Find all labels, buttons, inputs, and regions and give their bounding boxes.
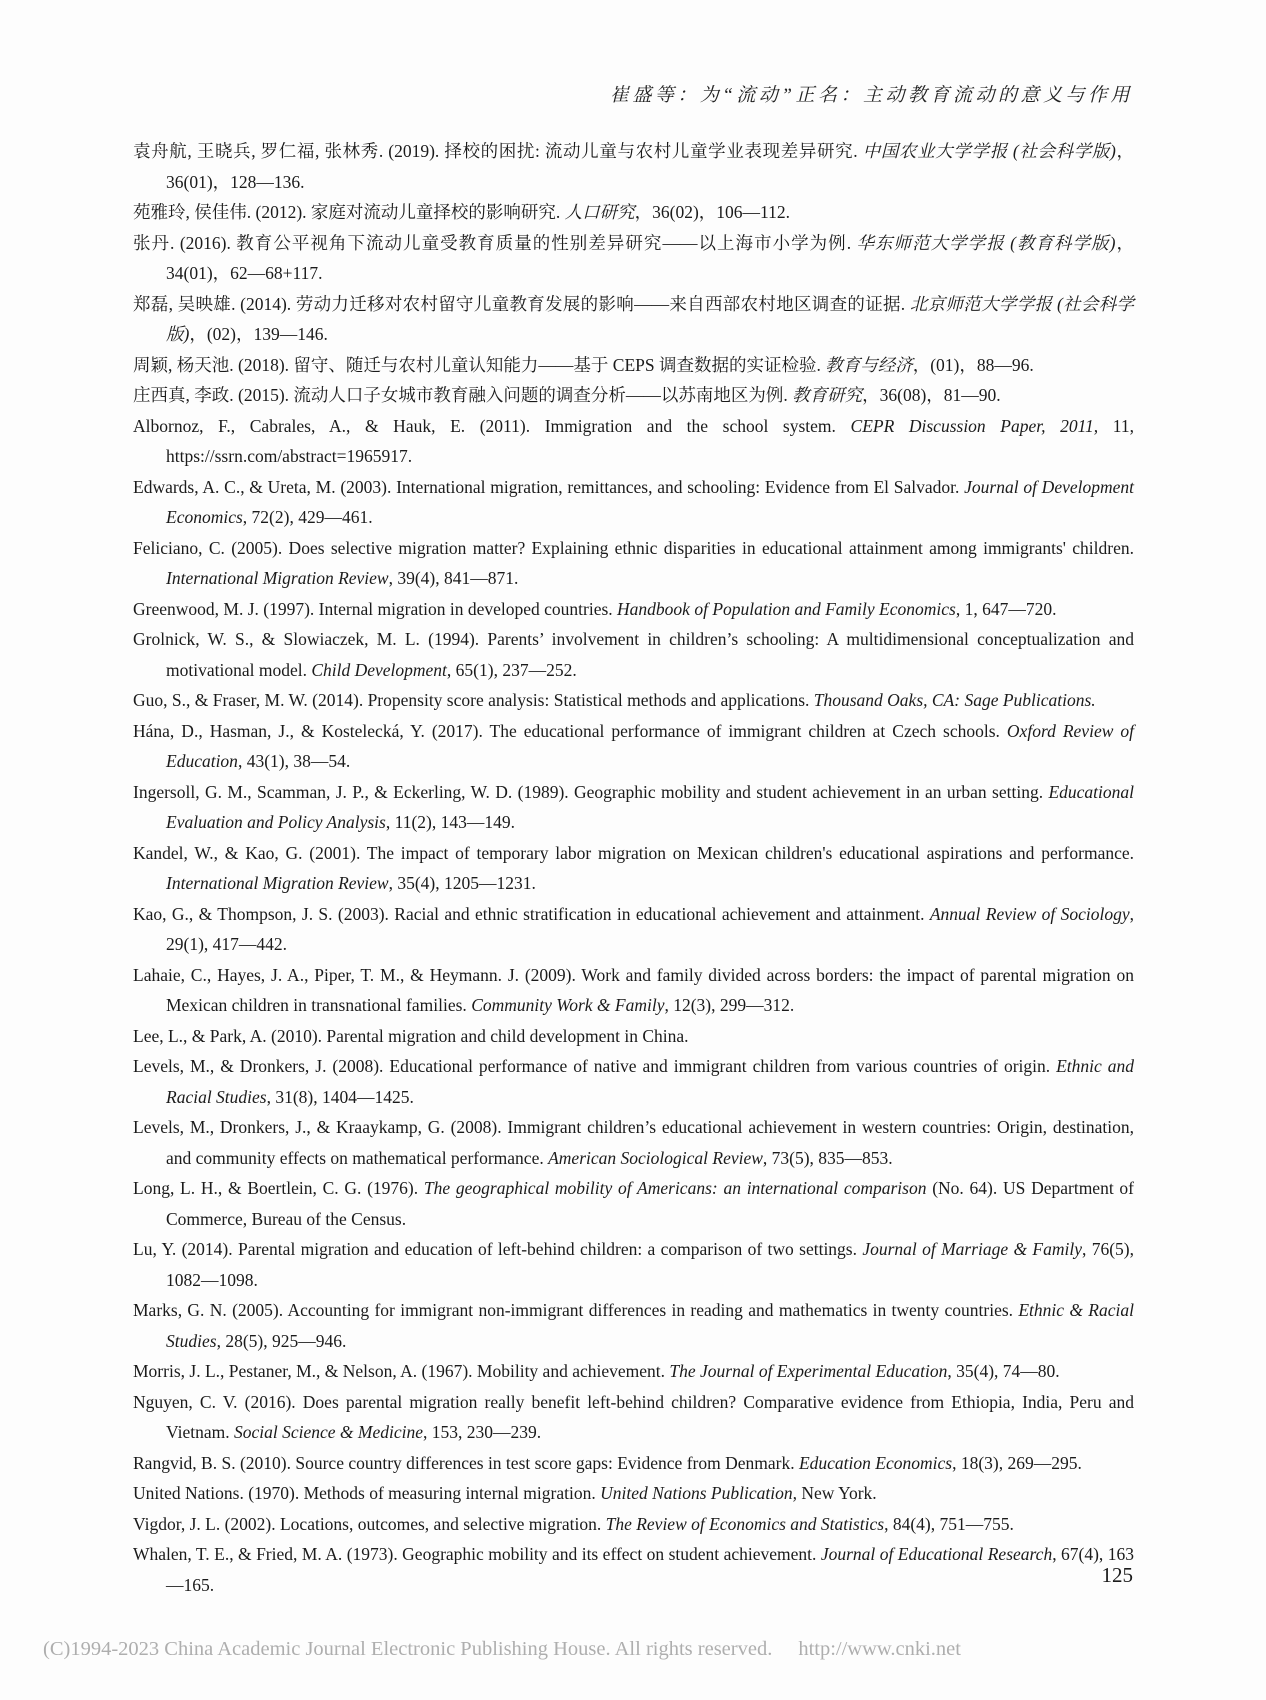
reference-source-title: 教育与经济: [825, 354, 913, 375]
reference-text: , 31(8), 1404—1425.: [266, 1086, 414, 1107]
reference-text: Kandel, W., & Kao, G. (2001). The impact of temporary labor migration on Mexican children's educational aspirations and performance.: [133, 842, 1134, 863]
reference-source-title: International Migration Review: [166, 873, 389, 893]
reference-text: Lahaie, C., Hayes, J. A., Piper, T. M., & Heymann. J. (2009). Work and family divided across borders: the impact of parental migration on Mexican children in transnational families.: [133, 964, 1134, 1015]
reference-text: 袁舟航, 王晓兵, 罗仁福, 张林秀. (2019). 择校的困扰: 流动儿童与农村儿童学业表现差异研究.: [133, 141, 863, 161]
cnki-url: http://www.cnki.net: [798, 1638, 961, 1660]
reference-entry: [133, 1295, 1134, 1356]
reference-text: , 35(4), 74—80.: [947, 1361, 1060, 1381]
reference-entry: [133, 624, 1134, 685]
reference-source-title: International Migration Review: [166, 568, 389, 588]
reference-entry: [133, 1112, 1134, 1173]
reference-text: (No. 64). US Department of Commerce, Bureau of the Census.: [166, 1178, 1135, 1229]
reference-entry: [133, 716, 1134, 777]
reference-text: Whalen, T. E., & Fried, M. A. (1973). Geographic mobility and its effect on student achievement.: [133, 1544, 821, 1564]
reference-text: Levels, M., & Dronkers, J. (2008). Educational performance of native and immigrant children from various countries of origin.: [133, 1056, 1057, 1076]
reference-text: Edwards, A. C., & Ureta, M. (2003). International migration, remittances, and schooling: Evidence from El Salvador.: [133, 476, 965, 497]
reference-text: ，36(08)，81—90.: [862, 385, 1001, 405]
reference-entry: [133, 533, 1134, 594]
reference-entry: [133, 1478, 1134, 1509]
reference-text: United Nations. (1970). Methods of measuring internal migration.: [133, 1483, 601, 1503]
reference-text: Rangvid, B. S. (2010). Source country differences in test score gaps: Evidence from Denmark.: [133, 1452, 799, 1473]
reference-source-title: 人口研究: [564, 202, 635, 222]
references-list: [133, 136, 1134, 1600]
reference-source-title: Thousand Oaks, CA: Sage Publications.: [813, 690, 1096, 710]
reference-source-title: Annual Review of Sociology: [929, 903, 1130, 924]
reference-text: 11, https://ssrn.com/abstract=1965917.: [166, 415, 1134, 466]
reference-source-title: CEPR Discussion Paper, 2011,: [850, 415, 1099, 436]
reference-entry: [133, 1051, 1134, 1112]
reference-text: , 29(1), 417—442.: [166, 903, 1135, 954]
reference-text: 张丹. (2016). 教育公平视角下流动儿童受教育质量的性别差异研究——以上海市小学为例.: [133, 232, 857, 253]
reference-source-title: Ethnic and Racial Studies: [166, 1056, 1134, 1107]
reference-text: Kao, G., & Thompson, J. S. (2003). Racial and ethnic stratification in educational achievement and attainment.: [133, 903, 930, 924]
reference-entry: [133, 228, 1134, 289]
reference-entry: [133, 1356, 1134, 1387]
reference-text: ，34(01)，62—68+117.: [166, 232, 1135, 283]
reference-text: Morris, J. L., Pestaner, M., & Nelson, A. (1967). Mobility and achievement.: [133, 1361, 670, 1381]
reference-entry: [133, 1234, 1134, 1295]
reference-text: , 18(3), 269—295.: [952, 1452, 1082, 1473]
reference-text: ，36(01)，128—136.: [166, 141, 1135, 192]
reference-text: , 153, 230—239.: [422, 1422, 542, 1442]
reference-source-title: Journal of Marriage & Family: [862, 1239, 1083, 1259]
reference-text: , 65(1), 237—252.: [446, 659, 577, 680]
reference-text: , 43(1), 38—54.: [237, 751, 351, 771]
reference-text: Grolnick, W. S., & Slowiaczek, M. L. (1994). Parents’ involvement in children’s schooling: A multidimensional conceptualization and motivational model.: [133, 629, 1134, 680]
reference-entry: [133, 685, 1134, 716]
reference-entry: [133, 838, 1134, 899]
running-head: 崔盛等：为“流动”正名：主动教育流动的意义与作用: [609, 85, 1133, 106]
reference-entry: [133, 1021, 1134, 1052]
reference-source-title: 华东师范大学学报 (教育科学版): [856, 232, 1116, 253]
reference-text: 苑雅玲, 侯佳伟. (2012). 家庭对流动儿童择校的影响研究.: [133, 202, 565, 222]
reference-text: Hána, D., Hasman, J., & Kostelecká, Y. (2017). The educational performance of immigrant children at Czech schools.: [133, 720, 1007, 741]
reference-entry: [133, 197, 1134, 228]
reference-source-title: Community Work & Family: [471, 995, 665, 1015]
reference-text: Lu, Y. (2014). Parental migration and education of left-behind children: a comparison of two settings.: [133, 1239, 863, 1259]
reference-text: , 11(2), 143—149.: [385, 812, 515, 832]
reference-text: ，(02)，139—146.: [189, 324, 328, 344]
reference-entry: [133, 899, 1134, 960]
reference-entry: [133, 777, 1134, 838]
reference-entry: [133, 411, 1134, 472]
reference-text: Guo, S., & Fraser, M. W. (2014). Propensity score analysis: Statistical methods and applications.: [133, 690, 814, 710]
reference-source-title: Journal of Development Economics: [166, 476, 1135, 527]
reference-text: Greenwood, M. J. (1997). Internal migration in developed countries.: [133, 598, 618, 619]
reference-source-title: 教育研究: [792, 385, 863, 405]
reference-text: Lee, L., & Park, A. (2010). Parental migration and child development in China.: [133, 1025, 689, 1046]
reference-entry: [133, 350, 1134, 381]
reference-entry: [133, 960, 1134, 1021]
reference-entry: [133, 380, 1134, 411]
reference-source-title: Social Science & Medicine: [233, 1422, 423, 1442]
reference-source-title: Oxford Review of Education: [166, 720, 1134, 771]
reference-source-title: American Sociological Review: [548, 1147, 763, 1168]
reference-source-title: The Journal of Experimental Education: [669, 1361, 948, 1381]
page-number: 125: [1101, 1563, 1133, 1587]
reference-text: , 73(5), 835—853.: [762, 1147, 893, 1168]
reference-text: , 28(5), 925—946.: [216, 1330, 347, 1351]
reference-text: 庄西真, 李政. (2015). 流动人口子女城市教育融入问题的调查分析——以苏南地区为例.: [133, 385, 793, 405]
reference-text: , 1, 647—720.: [955, 598, 1057, 619]
reference-text: Ingersoll, G. M., Scamman, J. P., & Eckerling, W. D. (1989). Geographic mobility and student achievement in an urban setting.: [133, 781, 1049, 802]
reference-source-title: The Review of Economics and Statistics: [605, 1513, 885, 1534]
reference-text: 周颖, 杨天池. (2018). 留守、随迁与农村儿童认知能力——基于 CEPS 调查数据的实证检验.: [133, 354, 826, 375]
reference-text: , 12(3), 299—312.: [664, 995, 795, 1015]
reference-text: Nguyen, C. V. (2016). Does parental migration really benefit left-behind children? Comparative evidence from Ethiopia, India, Peru and Vietnam.: [133, 1391, 1134, 1442]
reference-source-title: 北京师范大学学报 (社会科学版): [166, 293, 1135, 344]
reference-entry: [133, 1509, 1134, 1540]
reference-text: Feliciano, C. (2005). Does selective migration matter? Explaining ethnic disparities in educational attainment among immigrants' children.: [133, 537, 1134, 558]
reference-text: , 67(4), 163—165.: [166, 1544, 1134, 1595]
reference-source-title: Child Development: [311, 659, 447, 680]
reference-text: Levels, M., Dronkers, J., & Kraaykamp, G. (2008). Immigrant children’s educational achievement in western countries: Origin, destination, and community effects on mathematical performance.: [133, 1117, 1134, 1168]
reference-text: ，36(02)，106—112.: [634, 202, 791, 222]
reference-text: , 35(4), 1205—1231.: [388, 873, 536, 893]
reference-entry: [133, 472, 1134, 533]
reference-source-title: Handbook of Population and Family Economics: [617, 598, 956, 619]
copyright-text: (C)1994-2023 China Academic Journal Electronic Publishing House. All rights reserved.: [43, 1638, 773, 1660]
reference-text: , 84(4), 751—755.: [884, 1513, 1014, 1534]
reference-text: 郑磊, 吴映雄. (2014). 劳动力迁移对农村留守儿童教育发展的影响——来自西部农村地区调查的证据.: [133, 293, 910, 314]
reference-text: Marks, G. N. (2005). Accounting for immigrant non-immigrant differences in reading and mathematics in twenty countries.: [133, 1300, 1019, 1320]
reference-entry: [133, 594, 1134, 625]
reference-text: New York.: [796, 1483, 877, 1503]
reference-source-title: Ethnic & Racial Studies: [166, 1300, 1134, 1351]
reference-entry: [133, 1387, 1134, 1448]
reference-entry: [133, 1448, 1134, 1479]
copyright-footer: [43, 1638, 961, 1661]
reference-entry: [133, 289, 1134, 350]
reference-source-title: The geographical mobility of Americans: an international comparison: [423, 1178, 927, 1198]
reference-source-title: Education Economics: [798, 1452, 953, 1473]
reference-source-title: Journal of Educational Research: [820, 1544, 1053, 1564]
reference-source-title: Educational Evaluation and Policy Analysis: [166, 781, 1134, 832]
reference-text: , 39(4), 841—871.: [388, 568, 519, 588]
reference-text: Vigdor, J. L. (2002). Locations, outcomes, and selective migration.: [133, 1513, 606, 1534]
reference-text: Albornoz, F., Cabrales, A., & Hauk, E. (2011). Immigration and the school system.: [133, 415, 851, 436]
reference-text: , 72(2), 429—461.: [242, 507, 373, 527]
reference-entry: [133, 1173, 1134, 1234]
reference-entry: [133, 136, 1134, 197]
reference-source-title: 中国农业大学学报 (社会科学版): [862, 141, 1116, 161]
reference-text: , 76(5), 1082—1098.: [166, 1239, 1135, 1290]
reference-source-title: United Nations Publication,: [600, 1483, 797, 1503]
reference-text: Long, L. H., & Boertlein, C. G. (1976).: [133, 1178, 424, 1198]
reference-text: ，(01)，88—96.: [912, 354, 1034, 375]
